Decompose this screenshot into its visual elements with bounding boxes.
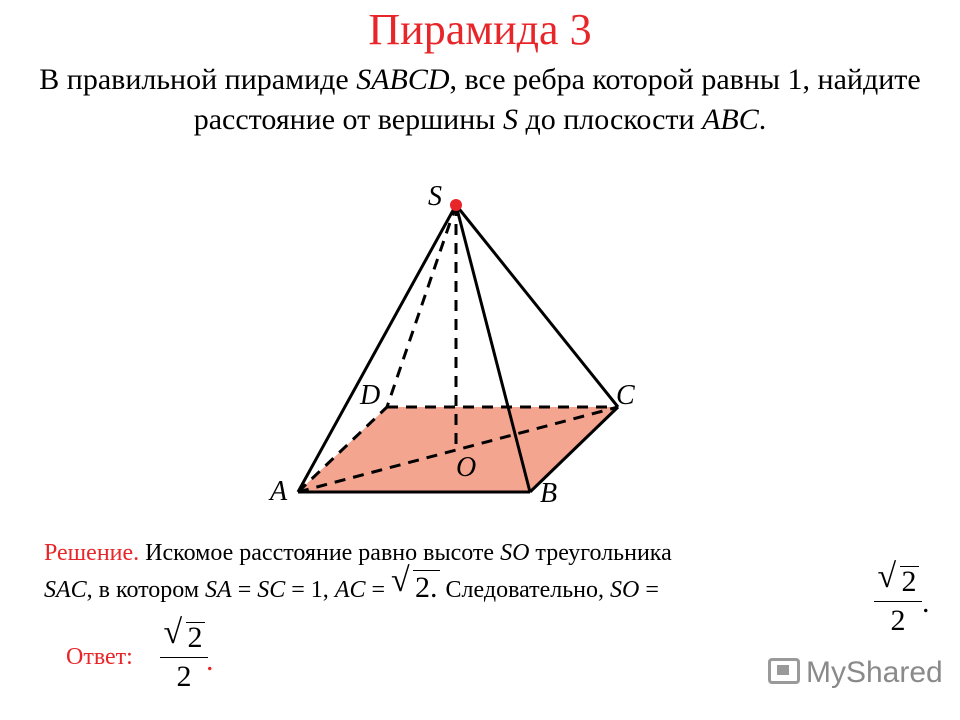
label-a: A: [270, 476, 288, 507]
result-denominator: 2: [890, 604, 906, 637]
myshared-logo: [768, 656, 943, 690]
solution-eq-2: = 1,: [285, 577, 335, 603]
logo-icon: [768, 658, 800, 684]
segment-so-2: SO: [610, 577, 640, 603]
answer-numerator: 2: [187, 621, 203, 654]
answer-fraction-bar: [160, 657, 208, 658]
solution-eq-1: =: [231, 577, 258, 603]
sqrt-two: √ 2.: [391, 562, 438, 604]
triangle-sac: SAC: [44, 577, 87, 603]
task-text-2: , все ребра которой равны 1, найдите расстояние от вершины: [193, 63, 921, 136]
solution-text-1: Искомое расстояние равно высоте: [139, 540, 501, 566]
label-b: B: [540, 478, 558, 509]
task-plane: ABC: [702, 103, 759, 136]
solution-eq-4: =: [639, 577, 659, 603]
task-text-1: В правильной пирамиде: [39, 63, 357, 96]
answer-fraction: [160, 614, 208, 693]
label-d: D: [360, 380, 381, 411]
result-dot: .: [922, 586, 930, 619]
result-sqrt: √ 2: [877, 558, 917, 598]
answer: [66, 644, 133, 671]
segment-so: SO: [500, 540, 530, 566]
solution-label: Решение.: [44, 540, 140, 566]
solution-eq-3: =: [365, 577, 392, 603]
solution-text-2: треугольника: [529, 540, 672, 566]
answer-denominator: 2: [176, 660, 192, 693]
task-text-4: .: [758, 103, 767, 136]
segment-ac: AC: [334, 577, 366, 603]
solution-text-3: , в котором: [86, 577, 206, 603]
edge-sc: [456, 205, 618, 407]
result-numerator: 2: [901, 565, 917, 598]
apex-point: [450, 199, 462, 211]
task-text-3: до плоскости: [517, 103, 703, 136]
label-o: O: [456, 452, 477, 483]
edge-sd: [387, 205, 456, 407]
label-s: S: [428, 181, 442, 212]
task-pyramid-name: SABCD: [356, 63, 450, 96]
task-vertex: S: [502, 103, 518, 136]
solution-text-4: Следовательно,: [439, 577, 611, 603]
answer-dot: .: [206, 644, 214, 677]
segment-sa: SA: [205, 577, 232, 603]
sqrt-two-value: 2.: [415, 571, 438, 604]
logo-text: MyShared: [806, 656, 943, 689]
answer-label: Ответ:: [66, 644, 133, 670]
result-fraction-bar: [874, 601, 922, 602]
label-c: C: [616, 380, 635, 411]
answer-sqrt: √ 2: [163, 614, 203, 654]
result-fraction: [874, 558, 922, 637]
segment-sc: SC: [257, 577, 286, 603]
page-title: Пирамида 3: [368, 5, 592, 54]
solution-text: [44, 536, 944, 607]
